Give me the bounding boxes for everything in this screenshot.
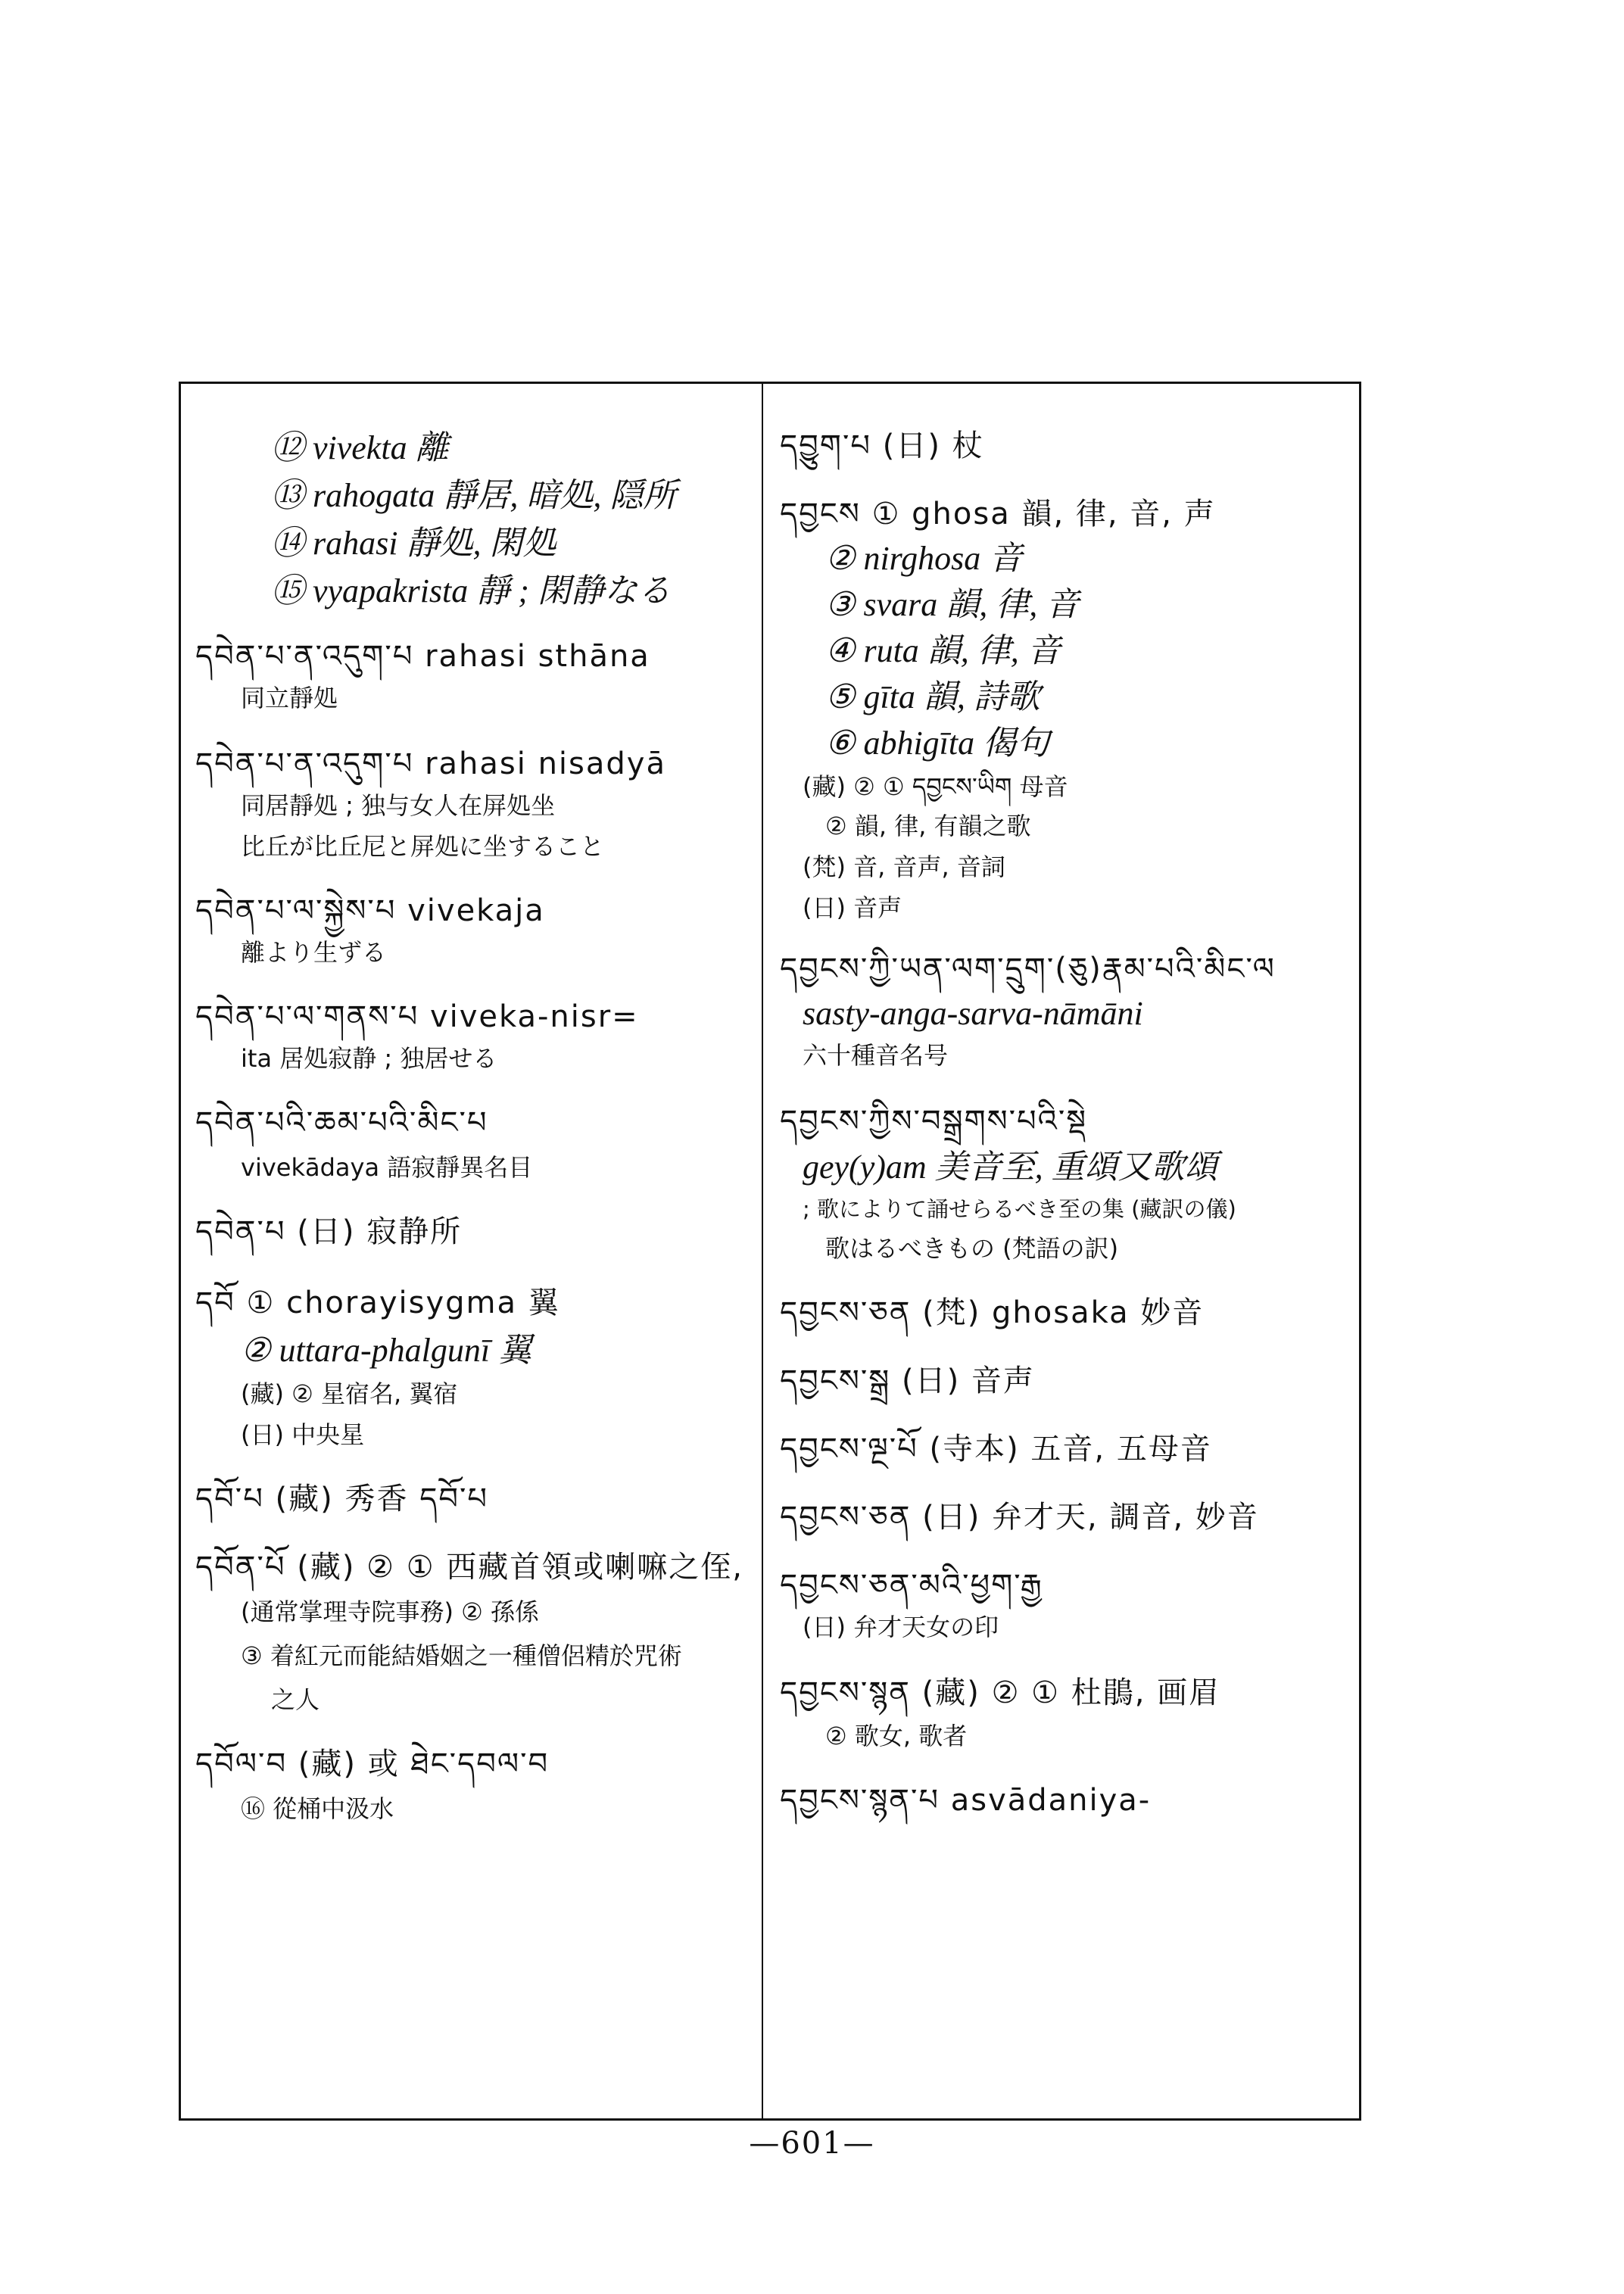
dictionary-entry — [780, 1102, 1355, 1264]
dictionary-entry — [780, 427, 1355, 465]
entry-line: 歌はるべきもの (梵語の訳) — [825, 1234, 1119, 1264]
dictionary-entry — [195, 427, 756, 612]
entry-line: ⑥ abhigīta 偈句 — [825, 725, 1050, 762]
entry-line: (通常掌理寺院事務) ② 孫係 — [241, 1597, 540, 1626]
entry-headword: དབྱངས་ཅན་མའི་ཕྱག་རྒྱ — [780, 1568, 1043, 1604]
entry-line: ② 韻, 律, 有韻之歌 — [825, 812, 1031, 840]
dictionary-entry — [195, 998, 756, 1074]
entry-line: ⑭ rahasi 靜処, 閑処 — [271, 525, 556, 562]
dictionary-entry — [780, 1566, 1355, 1642]
entry-headword: དབེན་པ་ན་འདུག་པ rahasi sthāna — [195, 639, 650, 674]
page-number: —601— — [749, 2126, 875, 2161]
dictionary-entry — [780, 1362, 1355, 1400]
dictionary-entry — [195, 1284, 756, 1450]
dictionary-entry — [195, 1480, 756, 1518]
entry-line: ② nirghosa 音 — [825, 540, 1023, 577]
dictionary-entry — [195, 637, 756, 713]
entry-headword: དབེན་པའི་ཆམ་པའི་མིང་པ — [195, 1105, 488, 1140]
entry-line: ⑤ gīta 韻, 詩歌 — [825, 678, 1040, 715]
dictionary-entry — [780, 1294, 1355, 1332]
dictionary-entry — [780, 495, 1355, 923]
entry-headword: དབེན་པ་ལ་སྐྱེས་པ vivekaja — [195, 893, 545, 928]
entry-line: 同居靜処 ; 独与女人在屏処坐 — [241, 791, 556, 820]
column-divider — [762, 382, 763, 2121]
entry-line: 離より生ずる — [241, 938, 387, 967]
entry-headword: དབྱངས་ཀྱིས་བསྒྲགས་པའི་སྡེ — [780, 1104, 1088, 1139]
entry-line: vivekādaya 語寂靜異名目 — [241, 1153, 533, 1182]
entry-line: ③ svara 韻, 律, 音 — [825, 586, 1080, 623]
dictionary-entry — [195, 892, 756, 968]
entry-headword: དབྱངས་ཅན (梵) ghosaka 妙音 — [780, 1295, 1205, 1331]
dictionary-entry — [780, 950, 1355, 1071]
dictionary-entry — [195, 745, 756, 862]
entry-line: 之人 — [271, 1685, 320, 1714]
entry-headword: དབྱངས་ཅན (日) 弁才天, 調音, 妙音 — [780, 1500, 1259, 1535]
entry-line: gey(y)am 美音至, 重頌又歌頌 — [803, 1149, 1218, 1186]
entry-line: (日) 中央星 — [241, 1420, 365, 1449]
entry-line: (日) 弁才天女の印 — [803, 1613, 999, 1642]
dictionary-entry — [780, 1674, 1355, 1751]
entry-headword: དབོན་པོ (藏) ② ① 西藏首領或喇嘛之侄, — [195, 1550, 744, 1585]
right-column — [780, 401, 1355, 1819]
entry-line: ④ ruta 韻, 律, 音 — [825, 632, 1061, 669]
entry-line: sasty-anga-sarva-nāmāni — [803, 995, 1143, 1032]
dictionary-entry — [780, 1498, 1355, 1536]
entry-headword: དབེན་པ་ལ་གནས་པ viveka-nisr= — [195, 999, 639, 1034]
entry-headword: དབྱངས་སྙན (藏) ② ① 杜鵑, 画眉 — [780, 1675, 1221, 1711]
entry-line: (藏) ② 星宿名, 翼宿 — [241, 1379, 458, 1408]
entry-headword: དབྱངས་སྒྲ (日) 音声 — [780, 1364, 1035, 1399]
entry-headword: དབྱངས་སྙན་པ asvādaniya- — [780, 1783, 1152, 1819]
entry-headword: དབྱུག་པ (日) 杖 — [780, 429, 984, 463]
entry-headword: དབོ་པ (藏) 秀香 དབོ་པ — [195, 1482, 489, 1516]
entry-line: 同立靜処 — [241, 684, 338, 712]
entry-line: (梵) 音, 音声, 音詞 — [803, 852, 1005, 881]
dictionary-entry — [780, 1781, 1355, 1819]
entry-line: ② 歌女, 歌者 — [825, 1722, 968, 1751]
entry-line: ② uttara-phalgunī 翼 — [241, 1332, 532, 1369]
dictionary-entry — [195, 1745, 756, 1824]
entry-headword: དབྱངས་ཀྱི་ཡན་ལག་དྲུག་(ཅུ)རྣམ་པའི་མིང་ལ — [780, 952, 1276, 986]
dictionary-entry — [780, 1430, 1355, 1468]
entry-line: (藏) ② ① དབྱངས་ཡིག 母音 — [803, 772, 1068, 801]
entry-headword: དབོ ① chorayisygma 翼 — [195, 1286, 560, 1320]
entry-line: ⑫ vivekta 離 — [271, 429, 449, 466]
entry-headword: དབེན་པ (日) 寂静所 — [195, 1214, 463, 1249]
entry-line: ⑮ vyapakrista 靜 ; 閑静なる — [271, 572, 671, 609]
entry-line: (日) 音声 — [803, 893, 902, 922]
dictionary-entry — [195, 1104, 756, 1183]
entry-headword: དབོལ་བ (藏) 或 ཐེང་དབལ་བ — [195, 1747, 550, 1781]
entry-headword: དབེན་པ་ན་འདུག་པ rahasi nisadyā — [195, 746, 666, 781]
entry-line: ⑬ rahogata 靜居, 暗処, 隠所 — [271, 477, 677, 514]
entry-line: ⑯ 從桶中汲水 — [241, 1794, 394, 1823]
entry-line: ; 歌によりて誦せらるべき至の集 (藏訳の儀) — [803, 1196, 1236, 1222]
entry-line: 比丘が比丘尼と屏処に坐すること — [241, 832, 605, 861]
entry-headword: དབྱངས ① ghosa 韻, 律, 音, 声 — [780, 497, 1216, 531]
entry-line: 六十種音名号 — [803, 1041, 949, 1070]
dictionary-entry — [195, 1548, 756, 1715]
dictionary-entry — [195, 1213, 756, 1251]
left-column — [195, 401, 756, 1824]
entry-headword: དབྱངས་ལྔ་པོ (寺本) 五音, 五母音 — [780, 1432, 1212, 1467]
entry-line: ③ 着紅元而能結婚姻之一種僧侶精於咒術 — [241, 1641, 682, 1670]
entry-line: ita 居処寂静 ; 独居せる — [241, 1044, 497, 1073]
